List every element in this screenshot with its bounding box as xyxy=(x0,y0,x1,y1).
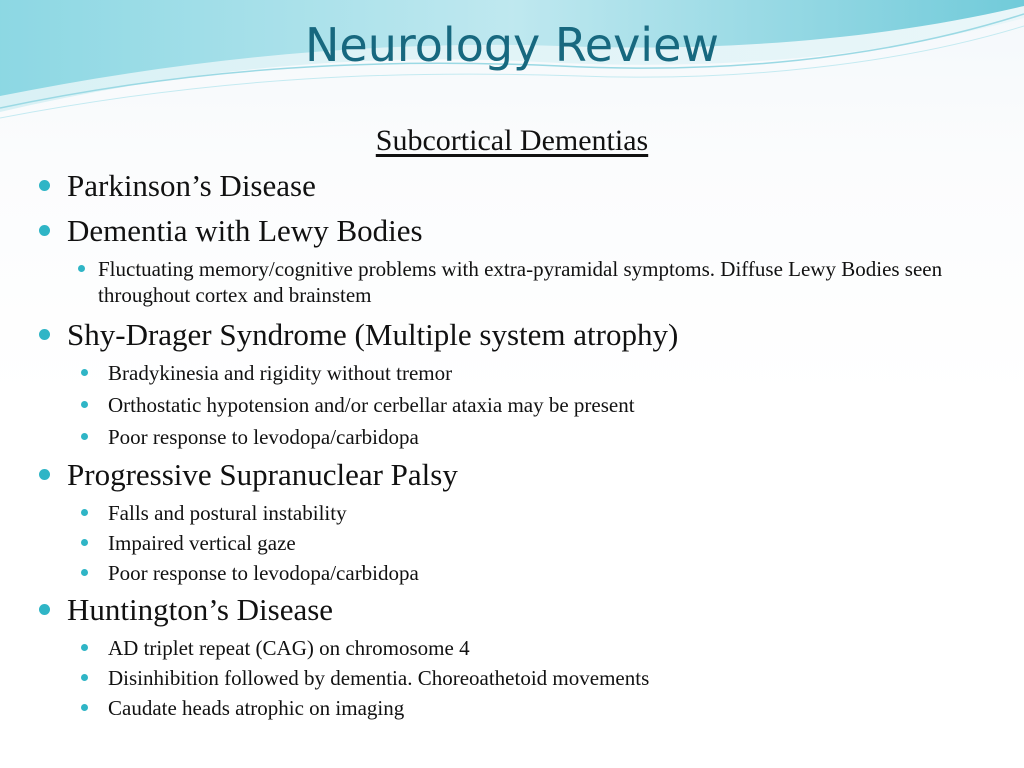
round-bullet-icon xyxy=(78,265,85,272)
round-bullet-icon xyxy=(39,180,50,191)
round-bullet-icon xyxy=(81,433,88,440)
sub-list-item: Caudate heads atrophic on imaging xyxy=(108,696,405,720)
round-bullet-icon xyxy=(81,509,88,516)
list-item: Huntington’s Disease xyxy=(67,592,334,627)
round-bullet-icon xyxy=(39,469,50,480)
list-item: Dementia with Lewy Bodies xyxy=(67,213,423,248)
round-bullet-icon xyxy=(81,539,88,546)
slide-title: Neurology Review xyxy=(305,18,719,72)
round-bullet-icon xyxy=(81,704,88,711)
sub-list-item: Falls and postural instability xyxy=(108,501,347,525)
round-bullet-icon xyxy=(39,604,50,615)
sub-list-item: Fluctuating memory/cognitive problems with extra-pyramidal symptoms. Diffuse Lewy Bodies seen throughout cortex and brainstem xyxy=(98,257,943,307)
round-bullet-icon xyxy=(39,225,50,236)
sub-list-item: Poor response to levodopa/carbidopa xyxy=(108,425,419,449)
sub-list-item: Disinhibition followed by dementia. Choreoathetoid movements xyxy=(108,666,650,690)
round-bullet-icon xyxy=(81,569,88,576)
list-item: Parkinson’s Disease xyxy=(67,168,316,203)
round-bullet-icon xyxy=(81,401,88,408)
sub-list-item: AD triplet repeat (CAG) on chromosome 4 xyxy=(108,636,470,660)
list-item: Shy-Drager Syndrome (Multiple system atrophy) xyxy=(67,317,679,352)
sub-list-item: Orthostatic hypotension and/or cerbellar ataxia may be present xyxy=(108,393,635,417)
round-bullet-icon xyxy=(81,644,88,651)
sub-list-item: Bradykinesia and rigidity without tremor xyxy=(108,361,453,385)
round-bullet-icon xyxy=(81,674,88,681)
round-bullet-icon xyxy=(39,329,50,340)
round-bullet-icon xyxy=(81,369,88,376)
sub-list-item: Impaired vertical gaze xyxy=(108,531,296,555)
list-item: Progressive Supranuclear Palsy xyxy=(67,457,458,492)
sub-list-item: Poor response to levodopa/carbidopa xyxy=(108,561,419,585)
slide-subtitle: Subcortical Dementias xyxy=(375,124,649,157)
